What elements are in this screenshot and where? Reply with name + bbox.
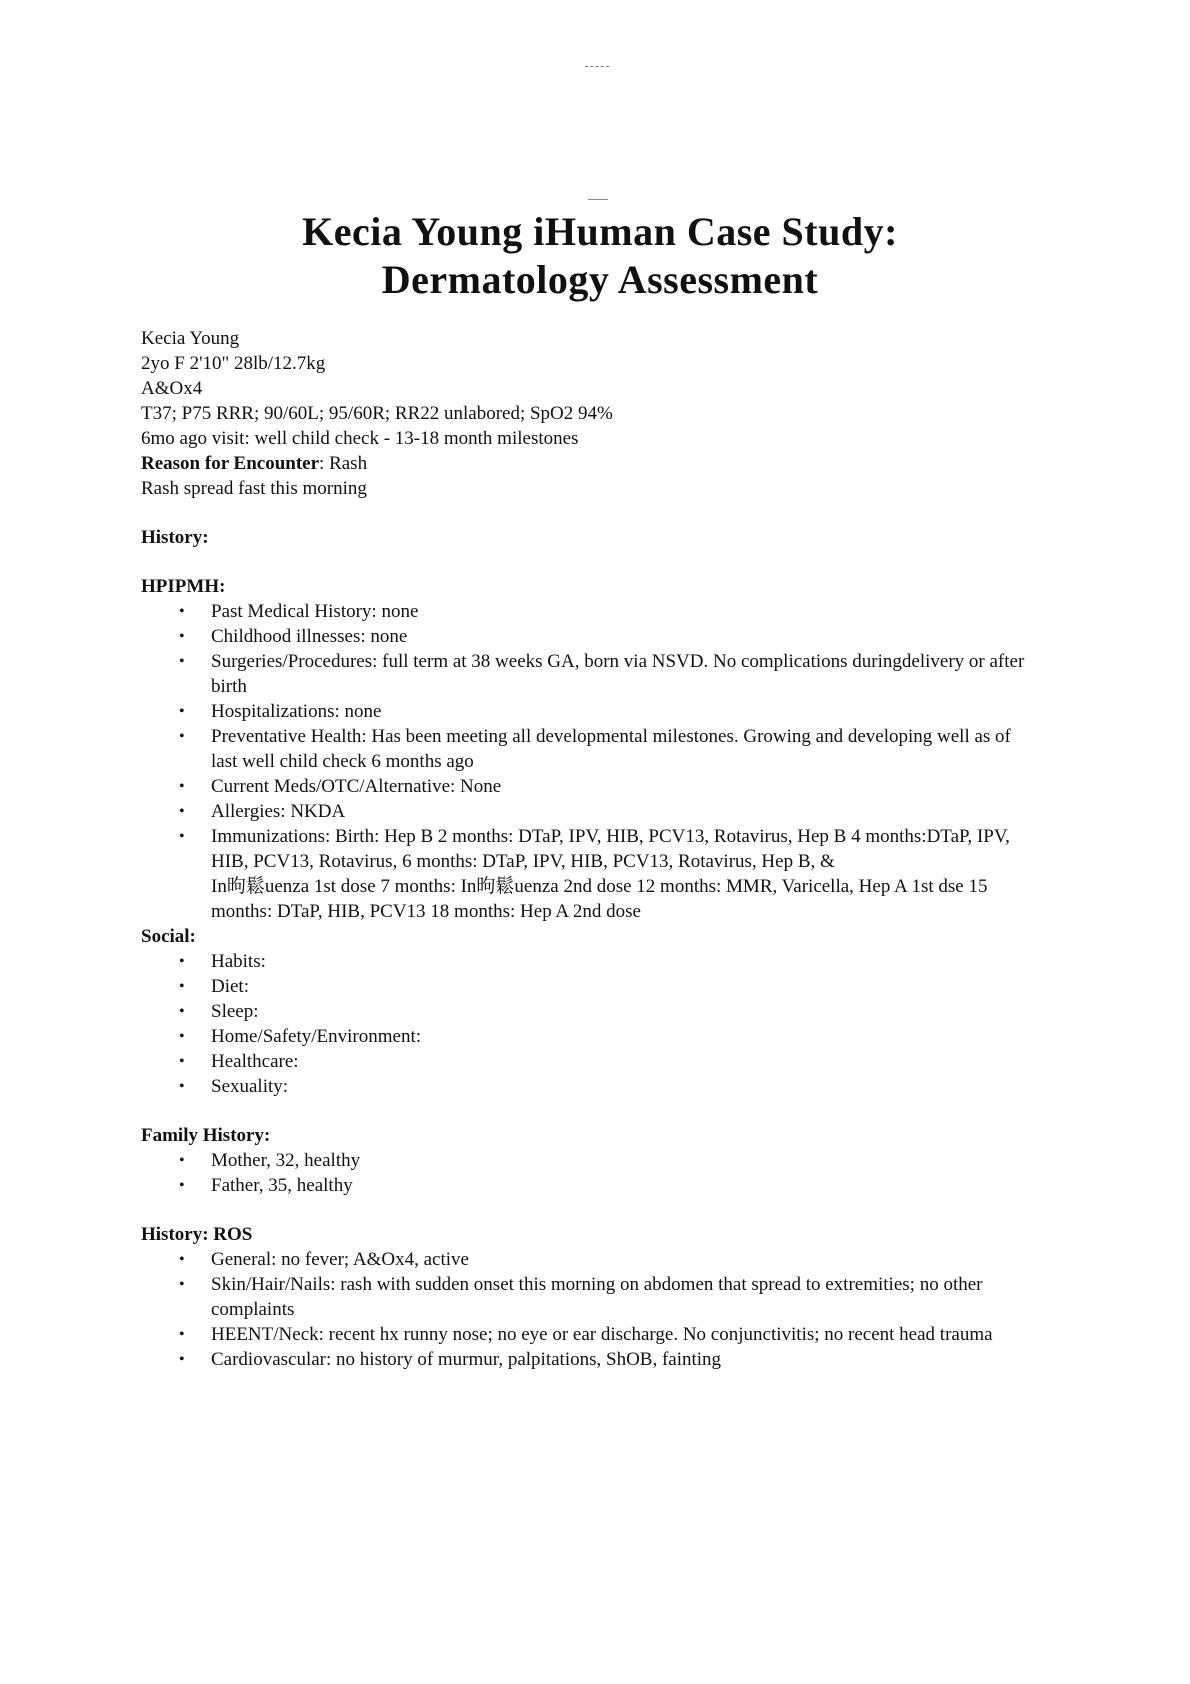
bullet-icon: • [179, 803, 185, 820]
list-item: • Habits: [179, 951, 266, 972]
ros-heading: History: ROS [141, 1224, 253, 1245]
history-heading: History: [141, 527, 209, 548]
immunizations-continued: In昫鬆uenza 1st dose 7 months: In昫鬆uenza 2nd dose 12 months: MMR, Varicella, Hep A 1st dse 15 months: DTaP, HIB, PCV13 18 months: Hep A 2nd dose [211, 876, 988, 922]
list-item: • Home/Safety/Environment: [179, 1026, 422, 1047]
bullet-icon: • [179, 1276, 185, 1293]
bullet-icon: • [179, 628, 185, 645]
bullet-icon: • [179, 703, 185, 720]
list-item: • Preventative Health: Has been meeting all developmental milestones. Growing and developing well as of last well child check 6 months ago [179, 726, 1011, 772]
title-line-2: Dermatology Assessment [381, 257, 819, 302]
hpipmh-heading: HPIPMH: [141, 576, 226, 597]
last-visit: 6mo ago visit: well child check - 13-18 month milestones [141, 428, 579, 449]
bullet-icon: • [179, 828, 185, 845]
header-mark [585, 66, 609, 71]
bullet-icon: • [179, 653, 185, 670]
list-item: • Skin/Hair/Nails: rash with sudden onset this morning on abdomen that spread to extremities; no other complaints [179, 1274, 983, 1320]
list-item: • Mother, 32, healthy [179, 1150, 361, 1171]
list-item: • Sleep: [179, 1001, 259, 1022]
social-heading: Social: [141, 926, 196, 947]
bullet-icon: • [179, 1351, 185, 1368]
patient-vitals: T37; P75 RRR; 90/60L; 95/60R; RR22 unlabored; SpO2 94% [141, 403, 613, 424]
list-item: • Diet: [179, 976, 249, 997]
bullet-icon: • [179, 728, 185, 745]
chief-complaint: Rash spread fast this morning [141, 478, 367, 499]
bullet-icon: • [179, 953, 185, 970]
list-item: • General: no fever; A&Ox4, active [179, 1249, 469, 1270]
bullet-icon: • [179, 1251, 185, 1268]
bullet-icon: • [179, 1053, 185, 1070]
patient-demographics: 2yo F 2'10" 28lb/12.7kg [141, 353, 326, 374]
list-item: • Healthcare: [179, 1051, 299, 1072]
bullet-icon: • [179, 978, 185, 995]
bullet-icon: • [179, 1003, 185, 1020]
list-item: • HEENT/Neck: recent hx runny nose; no eye or ear discharge. No conjunctivitis; no recent head trauma [179, 1324, 993, 1345]
list-item: • Cardiovascular: no history of murmur, palpitations, ShOB, fainting [179, 1349, 722, 1370]
document-title [150, 208, 1050, 304]
family-history-heading: Family History: [141, 1125, 271, 1146]
ros-list [141, 1247, 1041, 1372]
list-item: • Current Meds/OTC/Alternative: None [179, 776, 502, 797]
patient-name: Kecia Young [141, 328, 240, 349]
document-body [141, 326, 1041, 1372]
social-list [141, 949, 1041, 1099]
list-item: • Allergies: NKDA [179, 801, 346, 822]
bullet-icon: • [179, 1152, 185, 1169]
hpipmh-list [141, 599, 1041, 924]
bullet-icon: • [179, 603, 185, 620]
patient-orientation: A&Ox4 [141, 378, 203, 399]
bullet-icon: • [179, 778, 185, 795]
family-history-list [141, 1148, 1041, 1198]
bullet-icon: • [179, 1028, 185, 1045]
list-item: • Father, 35, healthy [179, 1175, 353, 1196]
list-item: • Past Medical History: none [179, 601, 419, 622]
title-line-1: Kecia Young iHuman Case Study: [302, 209, 898, 254]
list-item: • Childhood illnesses: none [179, 626, 408, 647]
bullet-icon: • [179, 1177, 185, 1194]
header-rule [588, 199, 608, 202]
reason-label: Reason for Encounter [141, 453, 320, 474]
list-item: • Surgeries/Procedures: full term at 38 weeks GA, born via NSVD. No complications duringdelivery or after birth [179, 651, 1025, 697]
list-item: • Sexuality: [179, 1076, 289, 1097]
bullet-icon: • [179, 1326, 185, 1343]
bullet-icon: • [179, 1078, 185, 1095]
reason-for-encounter [141, 451, 1041, 476]
reason-value: : Rash [319, 453, 368, 474]
list-item: • Hospitalizations: none [179, 701, 382, 722]
list-item: • Immunizations: Birth: Hep B 2 months: DTaP, IPV, HIB, PCV13, Rotavirus, Hep B 4 months:DTaP, IPV, HIB, PCV13, Rotavirus, 6 months: DTaP, IPV, HIB, PCV13, Rotavirus, Hep B, & In昫鬆uenza 1st dose 7 months: In昫鬆uenza 2nd dose 12 months: MMR, Varicella, Hep A 1st dse 15 months: DTaP, HIB, PCV13 18 months: Hep A 2nd dose [179, 826, 1010, 922]
